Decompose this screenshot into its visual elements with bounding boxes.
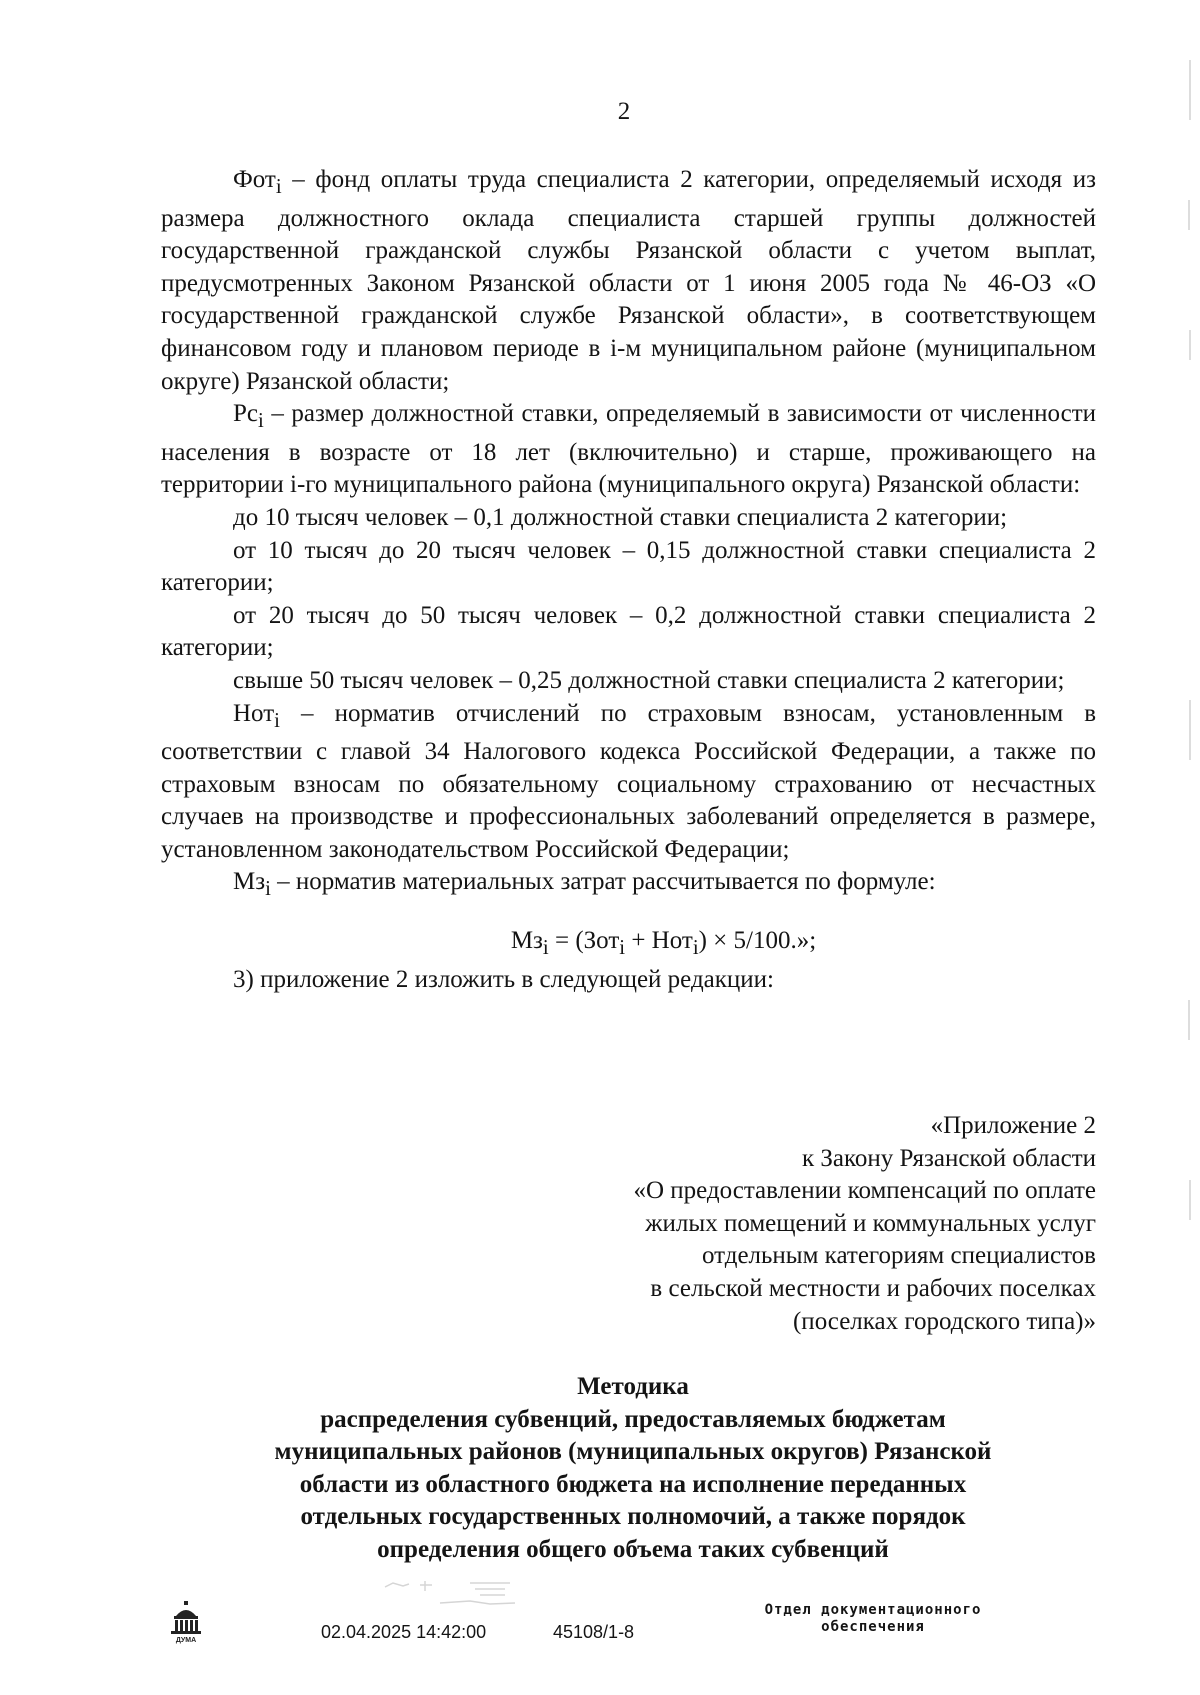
method-title	[205, 1371, 1061, 1567]
appendix-line: к Закону Рязанской области	[802, 1144, 1096, 1172]
paragraph-not	[161, 698, 1096, 867]
appendix-line: в сельской местности и рабочих поселках	[650, 1274, 1096, 1302]
department-stamp	[725, 1602, 1021, 1636]
formula-part: ) × 5/100.»;	[698, 927, 817, 955]
item-3: 3) приложение 2 изложить в следующей редакции:	[233, 965, 774, 993]
method-subtitle-line: области из областного бюджета на исполнение переданных	[299, 1470, 967, 1498]
subscript-i: i	[275, 174, 282, 198]
registration-datetime: 02.04.2025 14:42:00	[321, 1622, 487, 1642]
paragraph-text: – норматив материальных затрат рассчитывается по формуле:	[270, 868, 936, 896]
registration-number: 45108/1-8	[553, 1622, 635, 1642]
subscript-i: i	[274, 707, 280, 732]
formula	[161, 925, 1096, 964]
symbol-mz: Мз	[233, 868, 266, 896]
symbol-rs: Рс	[233, 400, 258, 428]
paragraph-mz	[161, 866, 1096, 905]
faded-stamp-mark	[380, 1575, 550, 1615]
formula-part: + Нот	[625, 927, 693, 955]
formula-sub: i	[542, 935, 549, 960]
paragraph-rs	[161, 398, 1096, 502]
appendix-line: жилых помещений и коммунальных услуг	[645, 1209, 1096, 1237]
appendix-line: «Приложение 2	[930, 1112, 1096, 1139]
formula-part: = (Зот	[548, 927, 620, 955]
logo-text: ДУМА	[175, 1637, 197, 1644]
document-body	[161, 164, 1096, 996]
paragraph-fot	[161, 164, 1096, 398]
rate-item-over-50k: свыше 50 тысяч человек – 0,25 должностной ставки специалиста 2 категории;	[233, 666, 1065, 694]
rate-item-under-10k: до 10 тысяч человек – 0,1 должностной ставки специалиста 2 категории;	[233, 503, 1008, 531]
appendix-line: отдельным категориям специалистов	[701, 1242, 1096, 1270]
formula-lhs: Мз	[510, 927, 543, 955]
method-subtitle-line: распределения субвенций, предоставляемых бюджетам	[320, 1405, 946, 1433]
department-line: обеспечения	[821, 1619, 925, 1635]
department-line: Отдел документационного	[764, 1602, 982, 1618]
appendix-header	[560, 1110, 1096, 1338]
subscript-i: i	[258, 408, 264, 433]
paragraph-text: – норматив отчислений по страховым взносам, установленным в соответствии с главой 34 Налогового кодекса Российской Федерации, а также по страховым взносам по обязательному социальному страхованию от несчастных случаев на производстве и профессиональных заболеваний определяется в размере, установленном законодательством Российской Федерации;	[161, 699, 1096, 863]
duma-logo-icon	[168, 1600, 204, 1644]
formula-sub: i	[619, 935, 626, 960]
method-subtitle-line: определения общего объема таких субвенций	[377, 1535, 889, 1563]
method-subtitle-line: муниципальных районов (муниципальных округов) Рязанской	[274, 1438, 992, 1466]
scan-margin-marks	[1186, 0, 1194, 1695]
symbol-not: Нот	[233, 699, 275, 727]
appendix-line: «О предоставлении компенсаций по оплате	[633, 1177, 1096, 1205]
appendix-line: (поселках городского типа)»	[792, 1307, 1096, 1335]
paragraph-text: – размер должностной ставки, определяемый в зависимости от численности населения в возрасте от 18 лет (включительно) и старше, проживающего на территории i-го муниципального района (муниципального округа) Рязанской области:	[161, 400, 1096, 499]
rate-item-10k-20k: от 10 тысяч до 20 тысяч человек – 0,15 должностной ставки специалиста 2 категории;	[161, 536, 1096, 597]
paragraph-text: – фонд оплаты труда специалиста 2 категории, определяемый исходя из размера должностного оклада специалиста старшей группы должностей государственной гражданской службы Рязанской области с учетом выплат, предусмотренных Законом Рязанской области от 1 июня 2005 года № 46-ОЗ «О государственной гражданской службе Рязанской области», в соответствующем финансовом году и плановом периоде в i-м муниципальном районе (муниципальном округе) Рязанской области;	[161, 166, 1096, 395]
method-heading: Методика	[577, 1373, 689, 1400]
subscript-i: i	[265, 876, 271, 901]
rate-item-20k-50k: от 20 тысяч до 50 тысяч человек – 0,2 должностной ставки специалиста 2 категории;	[161, 601, 1096, 662]
page-number: 2	[617, 98, 631, 125]
symbol-fot: Фот	[233, 166, 276, 193]
method-subtitle-line: отдельных государственных полномочий, а также порядок	[300, 1503, 966, 1531]
formula-sub: i	[692, 935, 699, 960]
